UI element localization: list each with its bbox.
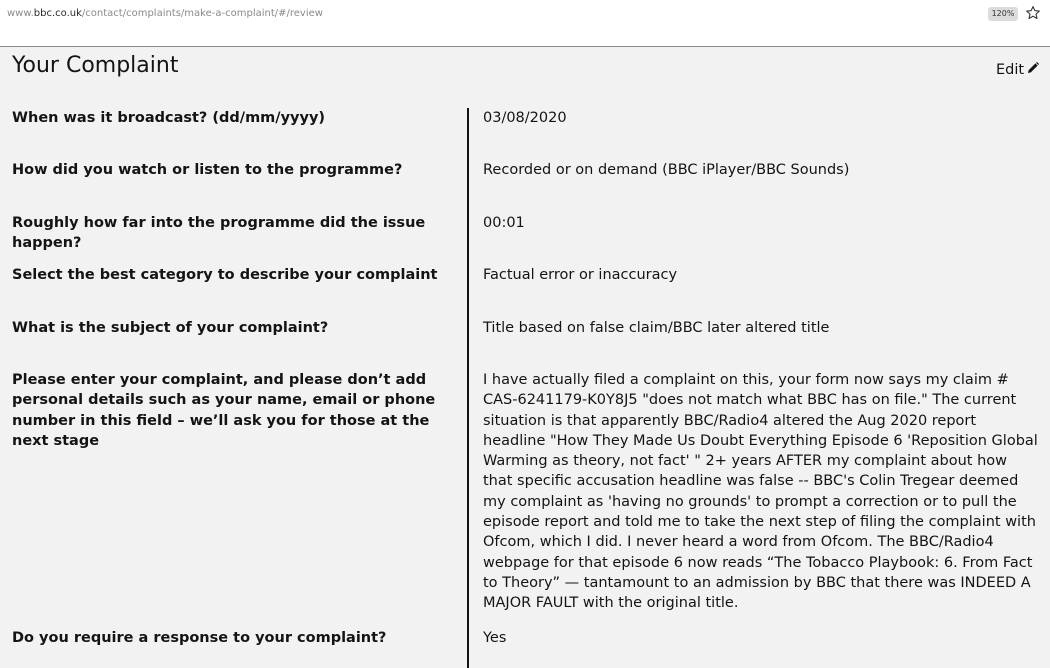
answer-watch-method: Recorded or on demand (BBC iPlayer/BBC Sounds) bbox=[483, 162, 850, 178]
edit-label: Edit bbox=[996, 62, 1025, 78]
url-prefix: www. bbox=[7, 8, 34, 19]
question-category: Select the best category to describe your complaint bbox=[12, 267, 438, 283]
bookmark-star-icon[interactable] bbox=[1025, 5, 1041, 21]
answer-subject: Title based on false claim/BBC later altered title bbox=[483, 320, 830, 336]
answer-issue-time: 00:01 bbox=[483, 215, 525, 231]
answer-response-required: Yes bbox=[483, 630, 507, 646]
question-response-required: Do you require a response to your complaint? bbox=[12, 630, 387, 646]
answer-broadcast-date: 03/08/2020 bbox=[483, 110, 567, 126]
url-domain: bbc.co.uk bbox=[33, 8, 82, 19]
answer-category: Factual error or inaccuracy bbox=[483, 267, 678, 283]
url-path: /contact/complaints/make-a-complaint/#/review bbox=[81, 8, 323, 19]
answer-complaint-details: I have actually filed a complaint on this, your form now says my claim # CAS-6241179-K0Y8J5 "does not match what BBC has on file." The current situation is that apparently BBC/Radio4 altered the Aug 2020 report headline "How They Made Us Doubt Everything Episode 6 'Reposition Global Warming as theory, not fact' " 2+ years AFTER my complaint about how that specific accusation headline was false -- BBC's Colin Tregear deemed my complaint as 'having no grounds' to prompt a correction or to pull the episode report and told me to take the next step of filing the complaint with Ofcom, which I did. I never heard a word from Ofcom. The BBC/Radio4 webpage for that episode 6 now reads “The Tobacco Playbook: 6. From Fact to Theory” — tantamount to an admission by BBC that there was INDEED A MAJOR FAULT with the original title. bbox=[483, 372, 1038, 612]
browser-address-bar[interactable] bbox=[0, 0, 1050, 47]
question-issue-time: Roughly how far into the programme did the issue happen? bbox=[12, 215, 426, 252]
page-title: Your Complaint bbox=[12, 53, 179, 78]
question-complaint-details: Please enter your complaint, and please don’t add personal details such as your name, email or phone number in this field – we’ll ask you for those at the next stage bbox=[12, 372, 436, 449]
question-watch-method: How did you watch or listen to the programme? bbox=[12, 162, 403, 178]
question-broadcast-date: When was it broadcast? (dd/mm/yyyy) bbox=[12, 110, 326, 126]
zoom-level-badge[interactable]: 120% bbox=[988, 7, 1018, 21]
edit-button[interactable] bbox=[996, 62, 1039, 78]
column-divider bbox=[467, 108, 469, 668]
url-text[interactable] bbox=[7, 8, 323, 19]
question-subject: What is the subject of your complaint? bbox=[12, 320, 329, 336]
pencil-icon bbox=[1027, 62, 1039, 74]
